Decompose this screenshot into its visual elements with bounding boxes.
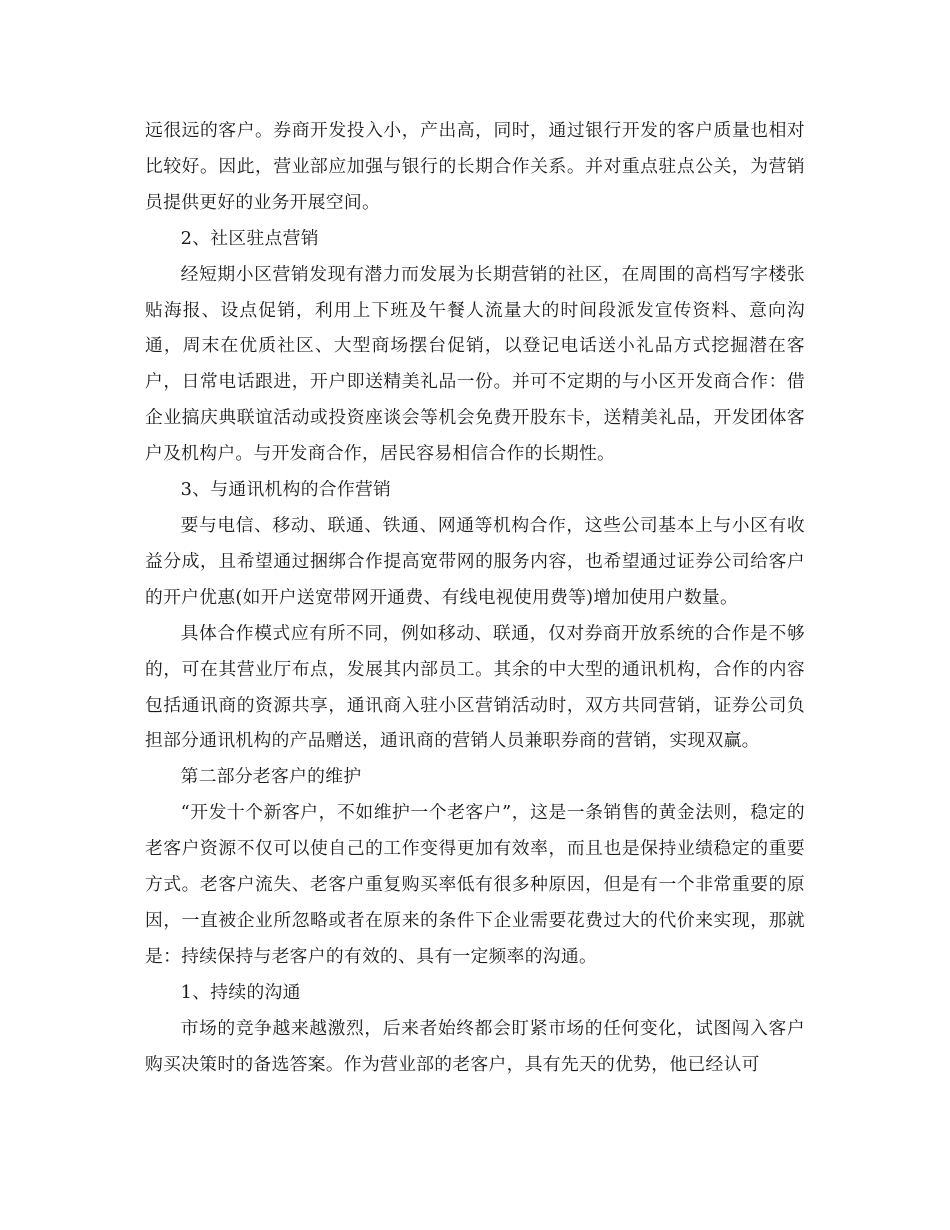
heading-continuous-communication: 1、持续的沟通 xyxy=(180,981,301,1003)
paragraph-community-marketing: 经短期小区营销发现有潜力而发展为长期营销的社区，在周围的高档写字楼张贴海报、设点促销，利用上下班及午餐人流量大的时间段派发宣传资料、意向沟通，周末在优质社区、大型商场摆台促销，以登记电话送小礼品方式挖掘潜在客户，日常电话跟进，开户即送精美礼品一份。并可不定期的与小区开发商合作：借企业搞庆典联谊活动或投资座谈会等机会免费开股东卡，送精美礼品，开发团体客户及机构户。与开发商合作，居民容易相信合作的长期性。 xyxy=(145,263,805,465)
document-body xyxy=(145,113,805,1082)
heading-telecom-cooperation: 3、与通讯机构的合作营销 xyxy=(180,479,392,501)
paragraph-cooperation-modes: 具体合作模式应有所不同，例如移动、联通，仅对券商开放系统的合作是不够的，可在其营业厅布点，发展其内部员工。其余的中大型的通讯机构，合作的内容包括通讯商的资源共享，通讯商入驻小区营销活动时，双方共同营销，证券公司负担部分通讯机构的产品赠送，通讯商的营销人员兼职券商的营销，实现双赢。 xyxy=(145,622,805,752)
paragraph-bank-cooperation-tail: 远很远的客户。券商开发投入小，产出高，同时，通过银行开发的客户质量也相对比较好。因此，营业部应加强与银行的长期合作关系。并对重点驻点公关，为营销员提供更好的业务开展空间。 xyxy=(145,120,805,213)
paragraph-telecom-partners: 要与电信、移动、联通、铁通、网通等机构合作，这些公司基本上与小区有收益分成，且希望通过捆绑合作提高宽带网的服务内容，也希望通过证券公司给客户的开户优惠(如开户送宽带网开通费、有线电视使用费等)增加使用户数量。 xyxy=(145,514,805,608)
heading-community-marketing: 2、社区驻点营销 xyxy=(180,227,319,249)
heading-part-two: 第二部分老客户的维护 xyxy=(180,766,362,788)
paragraph-golden-rule: “开发十个新客户，不如维护一个老客户”，这是一条销售的黄金法则，稳定的老客户资源不仅可以使自己的工作变得更加有效率，而且也是保持业绩稳定的重要方式。老客户流失、老客户重复购买率低有很多种原因，但是有一个非常重要的原因，一直被企业所忽略或者在原来的条件下企业需要花费过大的代价来实现，那就是：持续保持与老客户的有效的、具有一定频率的沟通。 xyxy=(145,802,805,967)
paragraph-market-competition: 市场的竞争越来越激烈，后来者始终都会盯紧市场的任何变化，试图闯入客户购买决策时的备选答案。作为营业部的老客户，具有先天的优势，他已经认可 xyxy=(145,1017,805,1075)
